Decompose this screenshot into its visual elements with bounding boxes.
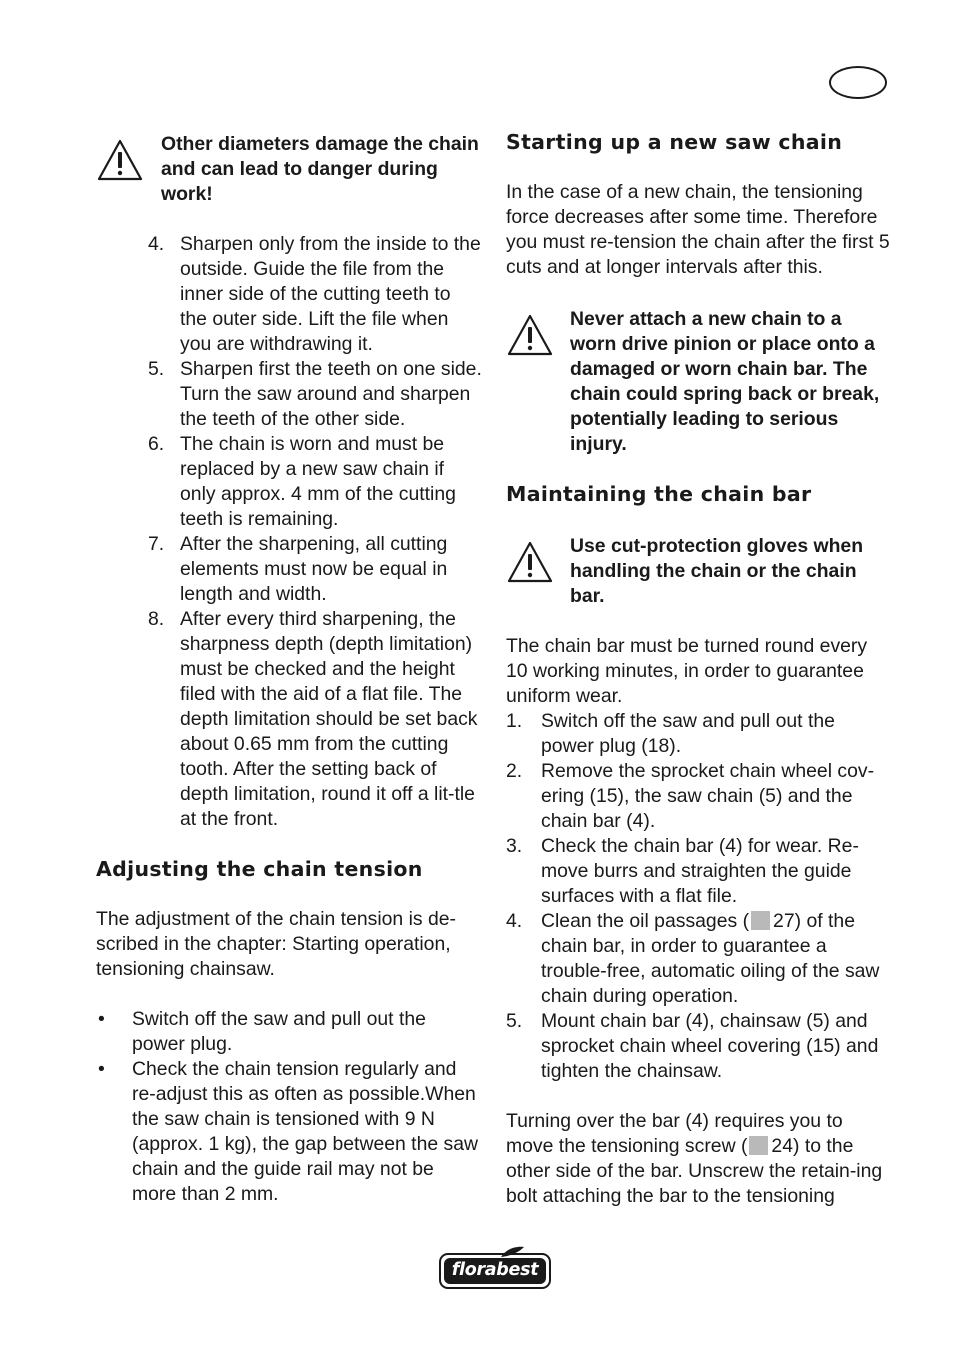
paragraph: In the case of a new chain, the tensioning force decreases after some time. Therefore you must re-tension the chain after the first 5 cuts and at longer intervals after this.: [506, 181, 890, 278]
list-item: [96, 432, 482, 532]
figure-reference-icon: [751, 911, 770, 930]
right-column: [506, 130, 890, 1209]
step-text: Sharpen first the teeth on one side. Turn the saw around and sharpen the teeth of the other side.: [180, 358, 482, 430]
step-text: 27) of the chain bar, in order to guarantee a trouble-free, automatic oiling of the saw chain during operation.: [541, 910, 880, 1007]
section-heading: Starting up a new saw chain: [506, 130, 843, 154]
warning-block: [96, 132, 482, 207]
step-number: 7.: [148, 533, 165, 555]
warning-text: Never attach a new chain to a worn drive pinion or place onto a damaged or worn chain bar. The chain could spring back or break, potentially leading to serious injury.: [570, 308, 880, 455]
step-text: Clean the oil passages (: [541, 910, 750, 932]
list-item: [506, 759, 890, 834]
warning-block: [506, 534, 890, 609]
warning-triangle-icon: [506, 313, 554, 357]
paragraph-text: Turning over the bar (4) requires you to move the tensioning screw (: [506, 1110, 843, 1157]
step-number: 4.: [506, 910, 523, 932]
step-text: Remove the sprocket chain wheel cov-ering (15), the saw chain (5) and the chain bar (4).: [541, 760, 875, 832]
warning-text: Use cut-protection gloves when handling the chain or the chain bar.: [570, 535, 864, 607]
step-number: 8.: [148, 608, 165, 630]
section-heading: Adjusting the chain tension: [96, 857, 423, 881]
step-text: After every third sharpening, the sharpness depth (depth limitation) must be checked and the height filed with the aid of a flat file. The depth limitation should be set back about 0.65 mm from the cutting tooth. After the setting back of depth limitation, round it off a lit-tle at the front.: [180, 608, 478, 830]
sharpening-steps: [96, 232, 482, 832]
step-number: 5.: [148, 358, 165, 380]
warning-triangle-icon: [506, 540, 554, 584]
list-item: [506, 834, 890, 909]
bullet-list: [96, 1007, 482, 1207]
list-item: [96, 232, 482, 357]
step-text: Switch off the saw and pull out the power plug (18).: [541, 710, 835, 757]
list-item: [506, 709, 890, 759]
paragraph: The adjustment of the chain tension is de-scribed in the chapter: Starting operation, tensioning chainsaw.: [96, 908, 457, 980]
list-item: • Check the chain tension regularly and re-adjust this as often as possible.When the saw chain is tensioned with 9 N (approx. 1 kg), the gap between the saw chain and the guide rail may not be more than 2 mm.: [96, 1057, 482, 1207]
step-text: Check the chain bar (4) for wear. Re-move burrs and straighten the guide surfaces with a flat file.: [541, 835, 859, 907]
paragraph: [506, 1109, 890, 1209]
figure-reference-icon: [749, 1136, 768, 1155]
step-number: 1.: [506, 710, 523, 732]
warning-block: [506, 307, 890, 457]
leaf-icon: [499, 1246, 525, 1258]
step-text: The chain is worn and must be replaced by a new saw chain if only approx. 4 mm of the cutting teeth is remaining.: [180, 433, 456, 530]
step-text: Mount chain bar (4), chainsaw (5) and sprocket chain wheel covering (15) and tighten the chainsaw.: [541, 1010, 879, 1082]
step-number: 6.: [148, 433, 165, 455]
step-number: 5.: [506, 1010, 523, 1032]
step-number: 2.: [506, 760, 523, 782]
list-item: [506, 1009, 890, 1084]
list-item: [506, 909, 890, 1009]
paragraph: The chain bar must be turned round every 10 working minutes, in order to guarantee uniform wear.: [506, 635, 868, 707]
step-number: 3.: [506, 835, 523, 857]
warning-text: Other diameters damage the chain and can lead to danger during work!: [161, 133, 479, 205]
list-item: [96, 532, 482, 607]
list-item: [96, 607, 482, 832]
section-heading: Maintaining the chain bar: [506, 482, 812, 506]
step-text: After the sharpening, all cutting elements must now be equal in length and width.: [180, 533, 448, 605]
paragraph-text: 24) to the other side of the bar. Unscrew the retain-ing bolt attaching the bar to the tensioning: [506, 1135, 883, 1207]
chain-bar-steps: [506, 709, 890, 1084]
logo-wordmark: florabest: [444, 1258, 546, 1284]
brand-logo: [439, 1253, 551, 1289]
list-item: [96, 357, 482, 432]
step-text: Sharpen only from the inside to the outside. Guide the file from the inner side of the cutting teeth to the outer side. Lift the file when you are withdrawing it.: [180, 233, 481, 355]
step-number: 4.: [148, 233, 165, 255]
left-column: [96, 130, 482, 1207]
list-item: • Switch off the saw and pull out the power plug.: [96, 1007, 482, 1057]
warning-triangle-icon: [96, 138, 144, 182]
language-badge: [829, 66, 887, 99]
